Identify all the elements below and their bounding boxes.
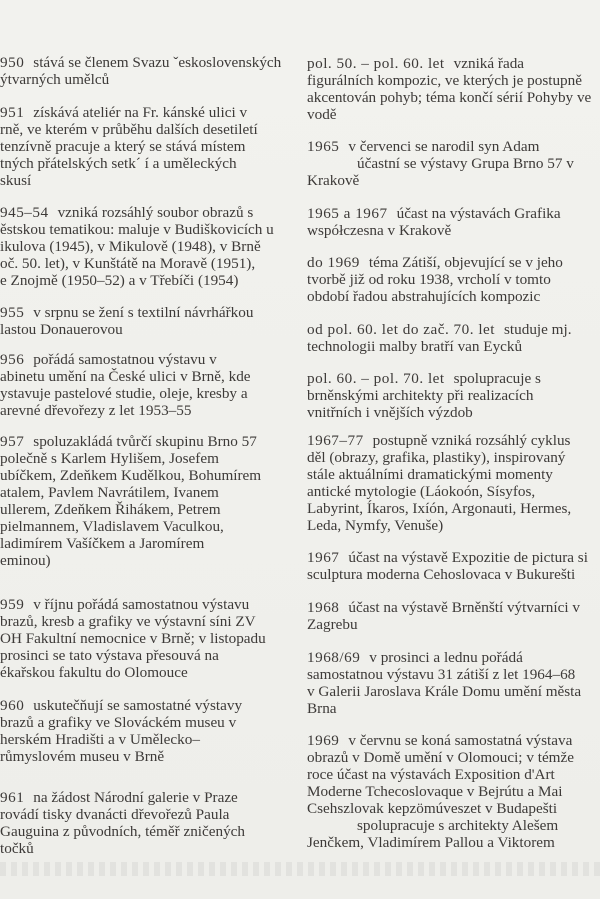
entry-text: sculptura moderna Cehoslovaca v Bukurešti (307, 566, 576, 583)
entry-line (307, 370, 541, 387)
entry-text: prosinci se tato výstava přesouvá na (0, 647, 219, 664)
entry-line (307, 549, 588, 566)
entry-line (307, 55, 591, 72)
entry-text: brazů a grafiky ve Slováckém museu v (0, 714, 237, 731)
entry-line (0, 368, 251, 385)
entry-text: v Galerii Jaroslava Krále Domu umění města (307, 683, 582, 700)
entry-text: pořádá samostatnou výstavu v (33, 351, 217, 368)
entry-line (307, 155, 574, 172)
entry-year: 1965 (307, 138, 340, 155)
entry-text: ullerem, Zdeňkem Řihákem, Petrem (0, 501, 221, 518)
entry-year: 1968/69 (307, 649, 361, 666)
entry-text: spoluzakládá tvůrčí skupinu Brno 57 (33, 433, 257, 450)
entry-line (307, 271, 563, 288)
entry-text: polečně s Karlem Hylišem, Josefem (0, 450, 219, 467)
entry-text: studuje mj. (504, 321, 572, 338)
entry-year: od pol. 60. let do zač. 70. let (307, 321, 496, 338)
entry-line (307, 834, 574, 851)
entry-text: samostatnou výstavu 31 zátiší z let 1964–68 (307, 666, 576, 683)
entry-year: 956 (0, 351, 25, 368)
entry-text: oč. 50. let), v Kunštátě na Moravě (1951), (0, 255, 256, 272)
entry-text: skusí (0, 172, 32, 189)
entry-year: pol. 60. – pol. 70. let (307, 370, 445, 387)
entry-text: spolupracuje s (453, 370, 541, 387)
entry-text: Krakově (307, 172, 360, 189)
entry-line (307, 449, 571, 466)
entry-line (307, 732, 574, 749)
chronology-entry (307, 254, 563, 305)
entry-text: vnitřních i vnějších výzdob (307, 404, 473, 421)
entry-text: Labyrint, Íkaros, Ixíón, Argonauti, Hermes, (307, 500, 572, 517)
entry-line (307, 205, 561, 222)
chronology-entry (0, 304, 253, 338)
entry-line (307, 466, 571, 483)
entry-line (307, 749, 574, 766)
entry-year: 1967–77 (307, 432, 364, 449)
entry-line (0, 272, 274, 289)
entry-text: brněnskými architekty při realizacích (307, 387, 534, 404)
entry-line (0, 402, 251, 419)
entry-text: atalem, Pavlem Navrátilem, Ivanem (0, 484, 219, 501)
entry-text: eminou) (0, 552, 51, 569)
entry-year: 959 (0, 596, 25, 613)
entry-year: 957 (0, 433, 25, 450)
entry-text: vzniká řada (453, 55, 525, 72)
chronology-entry (0, 433, 261, 569)
chronology-entry (307, 549, 588, 583)
entry-text: účast na výstavách Grafika (396, 205, 561, 222)
entry-text: účast na výstavě Expozitie de pictura si (348, 549, 588, 566)
chronology-entry (307, 55, 591, 123)
entry-line (0, 697, 242, 714)
entry-text: tvorbě již od roku 1938, vrcholí v tomto (307, 271, 551, 288)
entry-line (307, 800, 574, 817)
entry-text: vodě (307, 106, 337, 123)
entry-line (0, 172, 258, 189)
entry-text: rně, ve kterém v průběhu dalších desetiletí (0, 121, 258, 138)
entry-line (307, 566, 588, 583)
entry-text: tenzívně pracuje a který se stává místem (0, 138, 246, 155)
entry-line (307, 138, 574, 155)
entry-line (307, 338, 572, 355)
chronology-entry (307, 321, 572, 355)
entry-line (0, 321, 253, 338)
entry-line (307, 172, 574, 189)
entry-text: obrazů v Domě umění v Olomouci; v témže (307, 749, 574, 766)
chronology-entry (307, 370, 541, 421)
entry-line (307, 483, 571, 500)
entry-text: v srpnu se žení s textilní návrhářkou (33, 304, 254, 321)
entry-line (307, 500, 571, 517)
entry-text: ékařskou fakultu do Olomouce (0, 664, 188, 681)
entry-text: pielmannem, Vladislavem Vaculkou, (0, 518, 224, 535)
entry-line (0, 535, 261, 552)
entry-line (0, 664, 266, 681)
entry-text: Zagrebu (307, 616, 358, 633)
entry-line (307, 254, 563, 271)
entry-text: Csehszlovak kepzömúveszet v Budapešti (307, 800, 558, 817)
entry-line (307, 321, 572, 338)
entry-line (0, 155, 258, 172)
entry-year: 950 (0, 54, 25, 71)
chronology-entry (0, 789, 245, 857)
entry-text: akcentován pohyb; téma končí sérií Pohyby ve (307, 89, 592, 106)
entry-line (307, 666, 581, 683)
entry-text: v červnu se koná samostatná výstava (348, 732, 573, 749)
chronology-entry (307, 649, 581, 717)
entry-year: pol. 50. – pol. 60. let (307, 55, 445, 72)
entry-line (307, 387, 541, 404)
entry-line (0, 501, 261, 518)
entry-year: 1967 (307, 549, 340, 566)
entry-line (307, 616, 580, 633)
entry-line (0, 552, 261, 569)
entry-line (0, 596, 266, 613)
entry-text: arevné dřevořezy z let 1953–55 (0, 402, 192, 419)
entry-text: růmyslovém museu v Brně (0, 748, 165, 765)
entry-text: figurálních kompozic, ve kterých je postupně (307, 72, 582, 89)
entry-line (0, 71, 281, 88)
entry-line (0, 731, 242, 748)
entry-text: lastou Donauerovou (0, 321, 123, 338)
entry-text: ikulova (1945), v Mikulově (1948), v Brně (0, 238, 261, 255)
entry-text: ýtvarných umělců (0, 71, 110, 88)
entry-line (0, 385, 251, 402)
entry-text: na žádost Národní galerie v Praze (33, 789, 238, 806)
entry-text: děl (obrazy, grafika, plastiky), inspirovaný (307, 449, 566, 466)
entry-line (0, 255, 274, 272)
entry-year: 955 (0, 304, 25, 321)
entry-text: účast na výstavě Brněnští výtvarníci v (348, 599, 580, 616)
chronology-entry (307, 599, 580, 633)
entry-line (307, 649, 581, 666)
entry-text: rovádí tisky dvanácti dřevořezů Paula (0, 806, 230, 823)
entry-line (0, 748, 242, 765)
entry-line (0, 518, 261, 535)
entry-year: do 1969 (307, 254, 360, 271)
entry-text: OH Fakultní nemocnice v Brně; v listopadu (0, 630, 266, 647)
entry-line (307, 72, 591, 89)
entry-line (0, 450, 261, 467)
entry-line (0, 823, 245, 840)
entry-text: Brna (307, 700, 337, 717)
entry-text: postupně vzniká rozsáhlý cyklus (372, 432, 571, 449)
entry-line (307, 432, 571, 449)
chronology-entry (0, 54, 281, 88)
entry-line (0, 433, 261, 450)
entry-text: abinetu umění na České ulici v Brně, kde (0, 368, 251, 385)
entry-year: 1968 (307, 599, 340, 616)
chronology-entry (307, 205, 561, 239)
entry-year: 1965 a 1967 (307, 205, 388, 222)
chronology-entry (0, 596, 266, 681)
entry-line (307, 222, 561, 239)
chronology-entry (0, 204, 274, 289)
entry-line (0, 714, 242, 731)
entry-text: ěstskou tematikou: maluje v Budiškovicích u (0, 221, 274, 238)
entry-text: technologii malby bratří van Eycků (307, 338, 523, 355)
entry-text: stále aktuálními dramatickými momenty (307, 466, 553, 483)
entry-text: brazů, kresb a grafiky ve výstavní síni ZV (0, 613, 256, 630)
entry-text: stává se členem Svazu ˇeskoslovenských (33, 54, 282, 71)
entry-text: účastní se výstavy Grupa Brno 57 v (357, 155, 574, 172)
entry-text: antické mytologie (Láokoón, Sísyfos, (307, 483, 536, 500)
entry-line (0, 104, 258, 121)
entry-text: vzniká rozsáhlý soubor obrazů s (57, 204, 254, 221)
entry-line (0, 121, 258, 138)
entry-text: v prosinci a lednu pořádá (369, 649, 523, 666)
entry-text: ystavuje pastelové studie, oleje, kresby a (0, 385, 248, 402)
entry-text: spolupracuje s architekty Alešem (357, 817, 559, 834)
entry-line (0, 54, 281, 71)
entry-line (0, 613, 266, 630)
entry-line (307, 683, 581, 700)
entry-line (0, 238, 274, 255)
entry-line (307, 766, 574, 783)
entry-text: ladimírem Vašíčkem a Jaromírem (0, 535, 205, 552)
entry-line (307, 599, 580, 616)
entry-line (0, 806, 245, 823)
entry-year: 945–54 (0, 204, 49, 221)
entry-text: roce účast na výstavách Exposition d'Art (307, 766, 555, 783)
entry-text: v červenci se narodil syn Adam (348, 138, 540, 155)
entry-text: Moderne Tchecoslovaque v Bejrútu a Mai (307, 783, 563, 800)
entry-text: Gauguina z původních, téměř zničených (0, 823, 246, 840)
entry-text: herském Hradišti a v Umělecko– (0, 731, 200, 748)
entry-line (307, 89, 591, 106)
entry-line (307, 517, 571, 534)
entry-line (307, 404, 541, 421)
entry-line (0, 351, 251, 368)
entry-text: Jenčkem, Vladimírem Pallou a Viktorem (307, 834, 555, 851)
entry-text: uskutečňují se samostatné výstavy (33, 697, 243, 714)
entry-year: 960 (0, 697, 25, 714)
entry-text: získává ateliér na Fr. kánské ulici v (33, 104, 248, 121)
entry-line (0, 221, 274, 238)
entry-line (0, 840, 245, 857)
entry-year: 961 (0, 789, 25, 806)
entry-text: tných přátelských setk´ í a uměleckých (0, 155, 237, 172)
entry-text: téma Zátiší, objevující se v jeho (368, 254, 563, 271)
entry-line (0, 484, 261, 501)
entry-text: współczesna v Krakově (307, 222, 452, 239)
entry-line (307, 288, 563, 305)
entry-text: ubíčkem, Zdeňkem Kudělkou, Bohumírem (0, 467, 262, 484)
entry-text: e Znojmě (1950–52) a v Třebíči (1954) (0, 272, 239, 289)
chronology-entry (0, 697, 242, 765)
entry-line (0, 467, 261, 484)
entry-line (307, 817, 574, 834)
bleed-through-text (0, 862, 600, 876)
chronology-entry (307, 732, 574, 851)
chronology-entry (0, 104, 258, 189)
entry-line (307, 783, 574, 800)
entry-line (0, 304, 253, 321)
entry-text: v říjnu pořádá samostatnou výstavu (33, 596, 250, 613)
entry-year: 951 (0, 104, 25, 121)
entry-line (0, 630, 266, 647)
entry-line (0, 204, 274, 221)
entry-text: období řadou abstrahujících kompozic (307, 288, 541, 305)
entry-text: Leda, Nymfy, Venuše) (307, 517, 444, 534)
chronology-entry (0, 351, 251, 419)
entry-line (0, 138, 258, 155)
entry-text: točků (0, 840, 34, 857)
entry-line (0, 647, 266, 664)
entry-year: 1969 (307, 732, 340, 749)
entry-line (0, 789, 245, 806)
entry-line (307, 106, 591, 123)
entry-line (307, 700, 581, 717)
chronology-entry (307, 432, 571, 534)
chronology-entry (307, 138, 574, 189)
